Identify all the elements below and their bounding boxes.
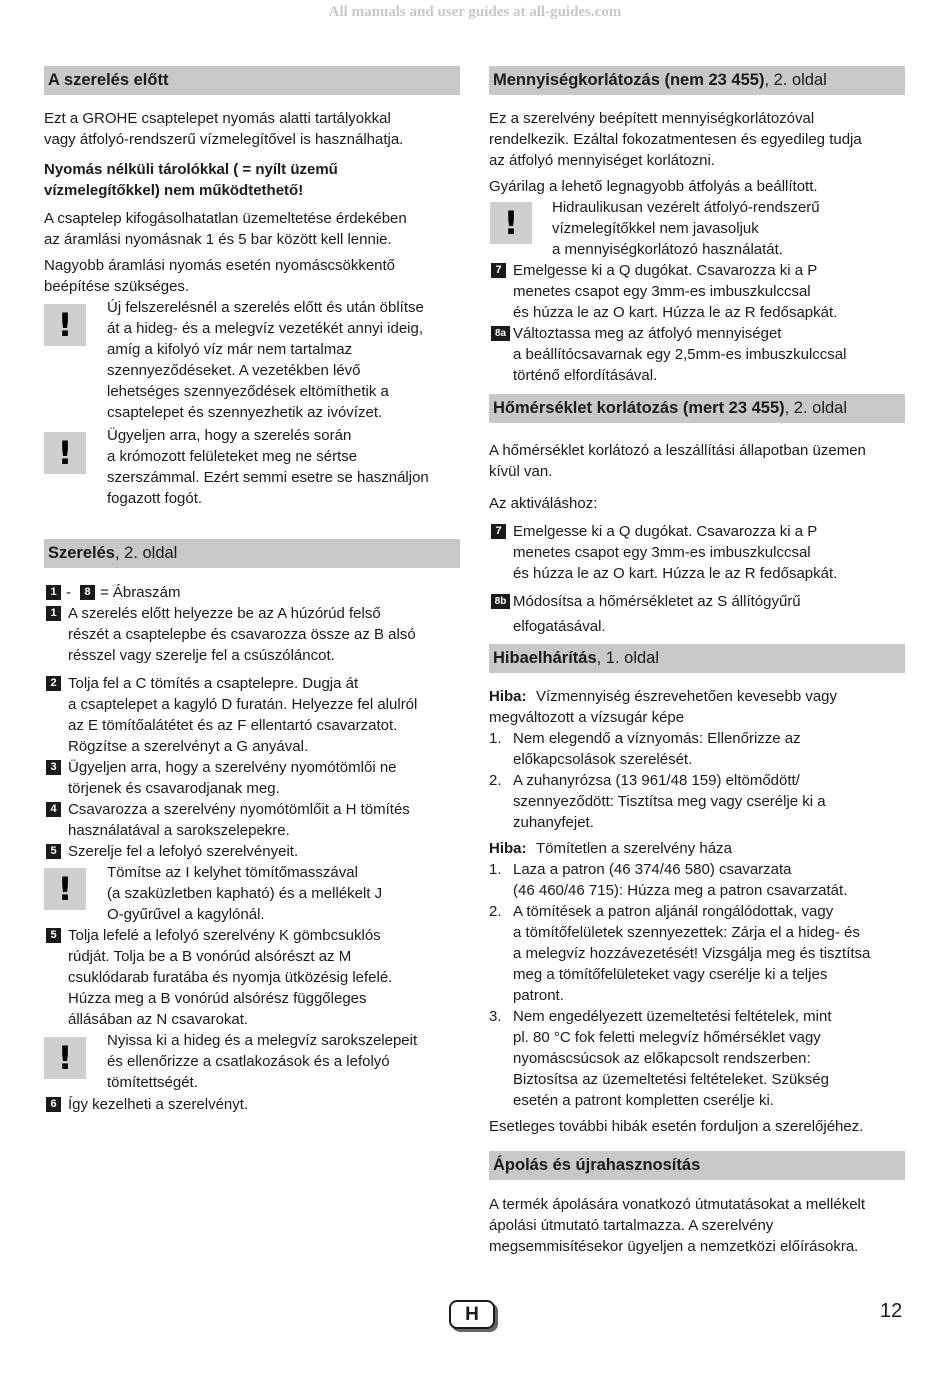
fault-label: Hiba: [489,840,527,857]
step-number: 6 [46,1097,61,1112]
section-header-installation: Szerelés, 2. oldal [44,539,460,568]
language-badge: H [449,1300,495,1329]
step-line: a csaptelepet a kagyló D furatán. Helyezze fel alulról [68,696,418,713]
list-line: Nem engedélyezett üzemeltetési feltételek, mint [513,1008,832,1025]
list-line: (46 460/46 715): Húzza meg a patron csavarzatát. [513,882,848,899]
watermark: All manuals and user guides at all-guides.com [328,4,622,20]
warning-line: amíg a kifolyó víz már nem tartalmaz [107,341,353,358]
step-line: történő elfordításával. [513,367,658,384]
step-line: A szerelés előtt helyezze be az A húzórúd felső [68,605,381,622]
list-number: 1. [489,861,502,878]
list-line: patront. [513,987,564,1004]
list-line: előkapcsolások szerelését. [513,751,693,768]
step-line: és húzza le az O kart. Húzza le az R fedősapkát. [513,304,838,321]
step-line: menetes csapot egy 3mm-es imbuszkulccsal [513,544,811,561]
warning-line: lehetséges szennyeződések eltömíthetik a [107,383,389,400]
paragraph-line: az átfolyó mennyiséget korlátozni. [489,152,715,169]
list-number: 1. [489,730,502,747]
paragraph-line: ápolási útmutató tartalmazza. A szerelvény [489,1217,774,1234]
step-line: Tolja fel a C tömítés a csaptelepre. Dugja át [68,675,359,692]
paragraph-line: beépítése szükséges. [44,278,190,295]
list-line: esetén a patront kompletten cserélje ki. [513,1092,774,1109]
step-line: csuklódarab furatába és nyomja ütközésig lefelé. [68,969,393,986]
paragraph-line: kívül van. [489,463,553,480]
step-number: 4 [46,802,61,817]
paragraph-line: Ez a szerelvény beépített mennyiségkorlátozóval [489,110,815,127]
paragraph-line: A csaptelep kifogásolhatatlan üzemeltetése érdekében [44,210,407,227]
list-line: Biztosítsa az üzemeltetési feltételeket. Szükség [513,1071,829,1088]
list-number: 2. [489,772,502,789]
paragraph-line: rendelkezik. Ezáltal fokozatmentesen és egyedileg tudja [489,131,862,148]
warning-icon: ! [490,202,532,244]
warning-line: Ügyeljen arra, hogy a szerelés során [107,427,352,444]
fault-text: Vízmennyiség észrevehetően kevesebb vagy [536,688,838,705]
warning-line: Hidraulikusan vezérelt átfolyó-rendszerű [552,199,820,216]
paragraph-line: A termék ápolására vonatkozó útmutatásokat a mellékelt [489,1196,866,1213]
step-line: Ügyeljen arra, hogy a szerelvény nyomótömlői ne [68,759,397,776]
step-line: részét a csaptelepbe és csavarozza össze az B alsó [68,626,416,643]
fault-text: megváltozott a vízsugár képe [489,709,685,726]
step-line: Rögzítse a szerelvényt a G anyával. [68,738,309,755]
warning-line: Új felszerelésnél a szerelés előtt és után öblítse [107,299,424,316]
page-number: 12 [880,1300,903,1322]
warning-line: fogazott fogót. [107,490,203,507]
list-line: a tömítőfelületek szennyezettek: Zárja el a hideg- és [513,924,860,941]
step-line: Tolja lefelé a lefolyó szerelvény K gömbcsuklós [68,927,381,944]
warning-line: Nyissa ki a hideg és a melegvíz sarokszelepeit [107,1032,418,1049]
paragraph-line: Ezt a GROHE csaptelepet nyomás alatti tartályokkal [44,110,391,127]
list-number: 2. [489,903,502,920]
list-number: 3. [489,1008,502,1025]
list-line: A zuhanyrózsa (13 961/48 159) eltömődött/ [513,772,800,789]
paragraph-line: vagy átfolyó-rendszerű vízmelegítővel is használhatja. [44,131,404,148]
step-number: 2 [46,676,61,691]
paragraph-line: vízmelegítőkkel) nem működtethető! [44,182,304,199]
step-line: az E tömítőalátétet és az F ellentartó csavarzatot. [68,717,398,734]
step-number: 8a [491,326,510,341]
warning-line: a krómozott felületeket meg ne sértse [107,448,358,465]
paragraph-line: Esetleges további hibák esetén forduljon a szerelőjéhez. [489,1118,864,1135]
step-line: a beállítócsavarnak egy 2,5mm-es imbuszkulccsal [513,346,847,363]
paragraph-line: megsemmisítésekor ügyeljen a nemzetközi előírásokra. [489,1238,859,1255]
warning-line: szerszámmal. Ezért semmi esetre se használjon [107,469,429,486]
list-line: szennyeződött: Tisztítsa meg vagy cserélje ki a [513,793,826,810]
step-line: használatával a sarokszelepekre. [68,822,290,839]
list-line: Laza a patron (46 374/46 580) csavarzata [513,861,792,878]
step-number: 7 [491,263,506,278]
list-line: a melegvíz hozzávezetését! Vizsgálja meg és tisztítsa [513,945,871,962]
paragraph-line: Gyárilag a lehető legnagyobb átfolyás a beállított. [489,178,818,195]
legend-text: = Ábraszám [100,584,181,601]
warning-icon: ! [44,304,86,346]
warning-line: tömítettségét. [107,1074,198,1091]
step-number: 7 [491,524,506,539]
step-number: 5 [46,844,61,859]
paragraph-line: Az aktiváláshoz: [489,495,598,512]
paragraph-line: Nyomás nélküli tárolókkal ( = nyílt üzemű [44,161,338,178]
warning-line: a mennyiségkorlátozó használatát. [552,241,783,258]
step-line: résszel vagy szerelje fel a csúszóláncot. [68,647,335,664]
list-line: A tömítések a patron aljánál rongálódottak, vagy [513,903,834,920]
step-line: Emelgesse ki a Q dugókat. Csavarozza ki a P [513,262,818,279]
step-line: Csavarozza a szerelvény nyomótömlőit a H tömítés [68,801,410,818]
step-line: állásában az N csavarokat. [68,1011,249,1028]
warning-line: vízmelegítőkkel nem javasoljuk [552,220,759,237]
step-line: és húzza le az O kart. Húzza le az R fedősapkát. [513,565,838,582]
step-line: Így kezelheti a szerelvényt. [68,1096,249,1113]
step-line: Változtassa meg az átfolyó mennyiséget [513,325,782,342]
list-line: Nem elegendő a víznyomás: Ellenőrizze az [513,730,801,747]
paragraph-line: A hőmérséklet korlátozó a leszállítási állapotban üzemen [489,442,866,459]
step-number: 8b [491,594,510,609]
fault-label: Hiba: [489,688,527,705]
section-header-flow-limitation: Mennyiségkorlátozás (nem 23 455), 2. oldal [489,66,905,95]
warning-line: Tömítse az I kelyhet tömítőmasszával [107,864,358,881]
paragraph-line: Nagyobb áramlási nyomás esetén nyomáscsökkentő [44,257,396,274]
section-header-care-recycling: Ápolás és újrahasznosítás [489,1151,905,1180]
step-line: törjenek és csavarodjanak meg. [68,780,280,797]
step-line: Húzza meg a B vonórúd alsórész függőleges [68,990,367,1007]
warning-line: szennyeződéseket. A vezetékben lévő [107,362,361,379]
section-header-before-installation: A szerelés előtt [44,66,460,95]
warning-line: át a hideg- és a melegvíz vezetékét annyi ideig, [107,320,424,337]
step-line: elfogatásával. [513,618,606,635]
step-line: Emelgesse ki a Q dugókat. Csavarozza ki a P [513,523,818,540]
figure-number: 8 [80,585,95,600]
list-line: meg a tömítőfelületeket vagy cserélje ki a teljes [513,966,828,983]
list-line: pl. 80 °C fok feletti melegvíz hőmérséklet vagy [513,1029,821,1046]
warning-icon: ! [44,1037,86,1079]
warning-icon: ! [44,868,86,910]
step-line: Módosítsa a hőmérsékletet az S állítógyűrű [513,593,801,610]
warning-line: és ellenőrizze a csatlakozások és a lefolyó [107,1053,390,1070]
fault-text: Tömítetlen a szerelvény háza [536,840,732,857]
step-line: rúdját. Tolja be a B vonórúd alsórészt az M [68,948,352,965]
figure-number: 1 [46,585,61,600]
warning-line: O-gyűrűvel a kagylónál. [107,906,265,923]
step-number: 5 [46,928,61,943]
step-line: Szerelje fel a lefolyó szerelvényeit. [68,843,299,860]
section-header-troubleshooting: Hibaelhárítás, 1. oldal [489,644,905,673]
list-line: zuhanyfejet. [513,814,594,831]
step-number: 3 [46,760,61,775]
list-line: nyomáscsúcsok az előkapcsolt rendszerben: [513,1050,811,1067]
warning-line: csaptelepet és szennyezhetik az ivóvízet. [107,404,383,421]
legend-dash: - [66,584,71,601]
step-number: 1 [46,606,61,621]
warning-icon: ! [44,432,86,474]
step-line: menetes csapot egy 3mm-es imbuszkulccsal [513,283,811,300]
section-header-temperature-limitation: Hőmérséklet korlátozás (mert 23 455), 2. oldal [489,394,905,423]
warning-line: (a szaküzletben kapható) és a mellékelt J [107,885,383,902]
paragraph-line: az áramlási nyomásnak 1 és 5 bar között kell lennie. [44,231,392,248]
